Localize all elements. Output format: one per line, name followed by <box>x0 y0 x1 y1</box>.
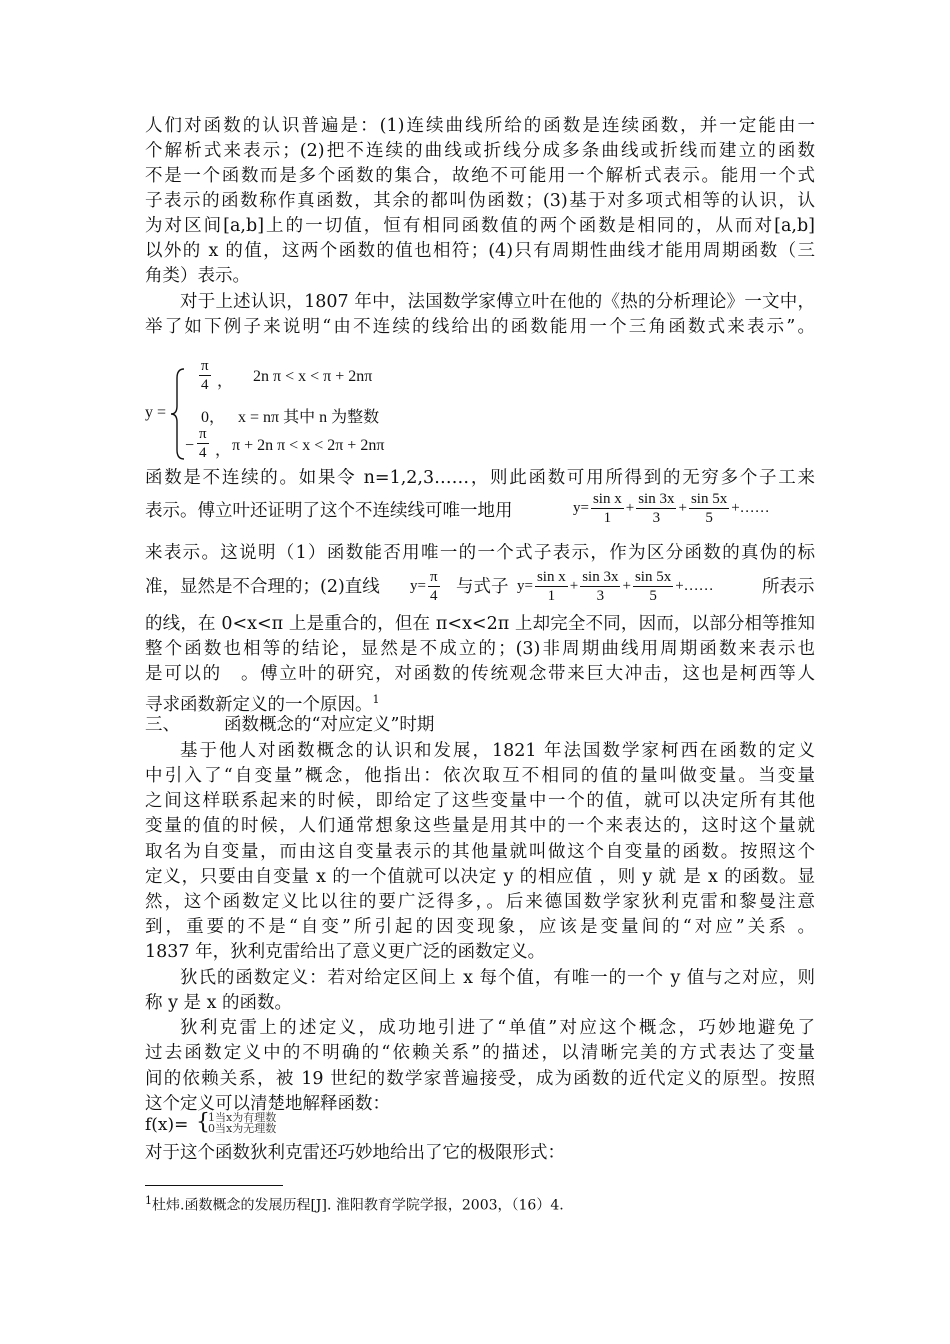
case2-condition: x = nπ 其中 n 为整数 <box>238 409 380 426</box>
series-den-1: 1 <box>603 510 612 526</box>
series2-num-3: sin 5x <box>634 569 672 585</box>
case1-numerator: π <box>201 358 209 374</box>
para4-line-7: 然，这个函数定义比以往的要广泛得多，。后来德国数学家狄利克雷和黎曼注意 <box>145 892 815 912</box>
series2-den-3: 5 <box>649 588 657 604</box>
para6-line-1: 狄利克雷上的述定义，成功地引进了“单值”对应这个概念，巧妙地避免了 <box>180 1018 815 1038</box>
left-brace-icon <box>170 368 186 460</box>
para3-line-4a: 准，显然是不合理的；(2)直线 <box>145 577 380 597</box>
series2-num-1: sin x <box>536 569 566 585</box>
footnote-mark: 1 <box>145 1194 152 1207</box>
para3-line-8-text: 寻求函数新定义的一个原因。 <box>145 694 373 715</box>
para4-line-6: 定义，只要由自变量 x 的一个值就可以决定 y 的相应值 ，则 y 就 是 x 的函数。显 <box>145 867 815 887</box>
para3-line-7: 是可以的 。傅立叶的研究，对函数的传统观念带来巨大冲击，这也是柯西等人 <box>145 664 815 684</box>
series-den-2: 3 <box>652 510 661 526</box>
series2-plus-1: + <box>569 578 579 594</box>
para3-line-6: 整个函数也相等的结论，显然是不成立的；(3)非周期曲线用周期函数来表示也 <box>145 639 815 659</box>
para3-line-5: 的线，在 0<x<π 上是重合的，但在 π<x<2π 上却完全不同，因而，以部分相等推知 <box>145 614 815 634</box>
case3-separator: ， <box>215 442 232 459</box>
footnote-text: 杜炜.函数概念的发展历程[J]. 淮阳教育学院学报，2003，（16）4. <box>152 1197 564 1214</box>
section-number: 三、 <box>145 715 180 735</box>
case3-numerator: π <box>199 426 207 442</box>
para1-line-4: 子表示的函数称作真函数，其余的都叫伪函数；(3)基于对多项式相等的认识，认 <box>145 191 815 211</box>
para3-line-3: 来表示。这说明（1）函数能否用唯一的一个式子表示，作为区分函数的真伪的标 <box>145 543 815 563</box>
section-heading <box>145 713 815 737</box>
series-tail: +…… <box>731 500 770 516</box>
line-formula-num: π <box>429 569 438 585</box>
footnote-divider <box>145 1185 283 1186</box>
para3-line-2: 表示。傅立叶还证明了这个不连续线可唯一地用 <box>145 501 513 521</box>
series-plus-2: + <box>678 500 687 516</box>
section-title: 函数概念的“对应定义”时期 <box>224 715 435 735</box>
para3-line-1: 函数是不连续的。如果令 n=1,2,3……，则此函数可用所得到的无穷多个子工来 <box>145 468 815 488</box>
dirichlet-case-2: 0当x为无理数 <box>208 1122 277 1135</box>
series2-den-1: 1 <box>547 588 556 604</box>
para4-line-3: 之间这样联系起来的时候，即给定了这些变量中一个的值，就可以决定所有其他 <box>145 791 815 811</box>
para1-line-6: 以外的 x 的值，这两个函数的值也相符；(4)只有周期性曲线才能用周期函数（三 <box>145 241 815 261</box>
case3-fraction <box>197 425 209 462</box>
para4-line-9: 1837 年，狄利克雷给出了意义更广泛的函数定义。 <box>145 942 546 962</box>
dirichlet-lhs: f(x)= <box>145 1115 189 1135</box>
series-den-3: 5 <box>705 510 713 526</box>
case1-fraction <box>199 357 211 394</box>
para7-line-1: 对于这个函数狄利克雷还巧妙地给出了它的极限形式： <box>145 1143 565 1163</box>
para3-line-4b: 与式子 <box>456 577 509 597</box>
para5-line-1: 狄氏的函数定义：若对给定区间上 x 每个值，有唯一的一个 y 值与之对应，则 <box>180 968 815 988</box>
line-formula-y: y= <box>410 578 426 594</box>
para4-line-5: 取名为自变量，而由这自变量表示的其他量就叫做这个自变量的函数。按照这个 <box>145 842 815 862</box>
para4-line-2: 中引入了“自变量”概念，他指出：依次取互不相同的值的量叫做变量。当变量 <box>145 766 815 786</box>
series-num-1: sin x <box>592 491 622 507</box>
case3-condition: π + 2n π < x < 2π + 2nπ <box>232 437 385 454</box>
series2-plus-2: + <box>622 578 631 594</box>
para3-line-4c: 所表示 <box>762 577 815 597</box>
footnote-ref[interactable]: 1 <box>372 693 380 706</box>
case3-denominator: 4 <box>199 445 207 461</box>
para6-line-2: 过去函数定义中的不明确的“依赖关系”的描述，以清晰完美的方式表达了变量 <box>145 1043 815 1063</box>
para1-line-3: 不是一个函数而是多个函数的集合，故绝不可能用一个解析式表示。能用一个式 <box>145 166 815 186</box>
para6-line-3: 间的依赖关系，被 19 世纪的数学家普遍接受，成为函数的近代定义的原型。按照 <box>145 1069 815 1089</box>
series2-tail: +…… <box>675 578 714 594</box>
series-y: y= <box>573 500 589 516</box>
para6-line-4: 这个定义可以清楚地解释函数： <box>145 1094 390 1114</box>
para2-line-1: 对于上述认识，1807 年中，法国数学家傅立叶在他的《热的分析理论》一文中， <box>180 292 815 312</box>
series2-num-2: sin 3x <box>582 569 619 585</box>
dirichlet-brace-icon: { <box>196 1110 210 1135</box>
series2-y: y= <box>517 578 533 594</box>
para1-line-5: 为对区间[a,b]上的一切值，恒有相同函数值的两个函数是相同的，从而对[a,b] <box>145 216 815 236</box>
para2-line-2: 举了如下例子来说明“由不连续的线给出的函数能用一个三角函数式来表示”。 <box>145 317 815 337</box>
series-num-2: sin 3x <box>638 491 675 507</box>
footnote <box>145 1194 564 1215</box>
para1-line-7: 角类）表示。 <box>145 266 250 286</box>
piecewise-lhs: y = <box>145 404 167 421</box>
para4-line-4: 变量的值的时候，人们通常想象这些量是用其中的一个来表达的，这时这个量就 <box>145 816 815 836</box>
case1-separator: ， <box>217 373 234 390</box>
case3-minus: − <box>185 437 195 454</box>
series-plus-1: + <box>625 500 635 516</box>
line-formula-den: 4 <box>430 588 438 604</box>
case2-value: 0， <box>201 409 226 426</box>
series2-den-2: 3 <box>596 588 605 604</box>
case1-condition: 2n π < x < π + 2nπ <box>253 368 373 385</box>
line-formula <box>410 568 442 605</box>
dirichlet-case-1: 1当x为有理数 <box>208 1111 277 1124</box>
para1-line-1: 人们对函数的认识普遍是：(1)连续曲线所给的函数是连续函数，并一定能由一 <box>145 116 815 136</box>
para4-line-8: 到，重要的不是“自变”所引起的因变现象，应该是变量间的“对应”关系 。 <box>145 917 815 937</box>
para5-line-2: 称 y 是 x 的函数。 <box>145 993 293 1013</box>
fourier-series <box>573 490 770 527</box>
fourier-series-2 <box>517 568 714 605</box>
para1-line-2: 个解析式来表示；(2)把不连续的曲线或折线分成多条曲线或折线而建立的函数 <box>145 141 815 161</box>
case1-denominator: 4 <box>201 377 209 393</box>
series-num-3: sin 5x <box>690 491 728 507</box>
para4-line-1: 基于他人对函数概念的认识和发展，1821 年法国数学家柯西在函数的定义 <box>180 741 815 761</box>
